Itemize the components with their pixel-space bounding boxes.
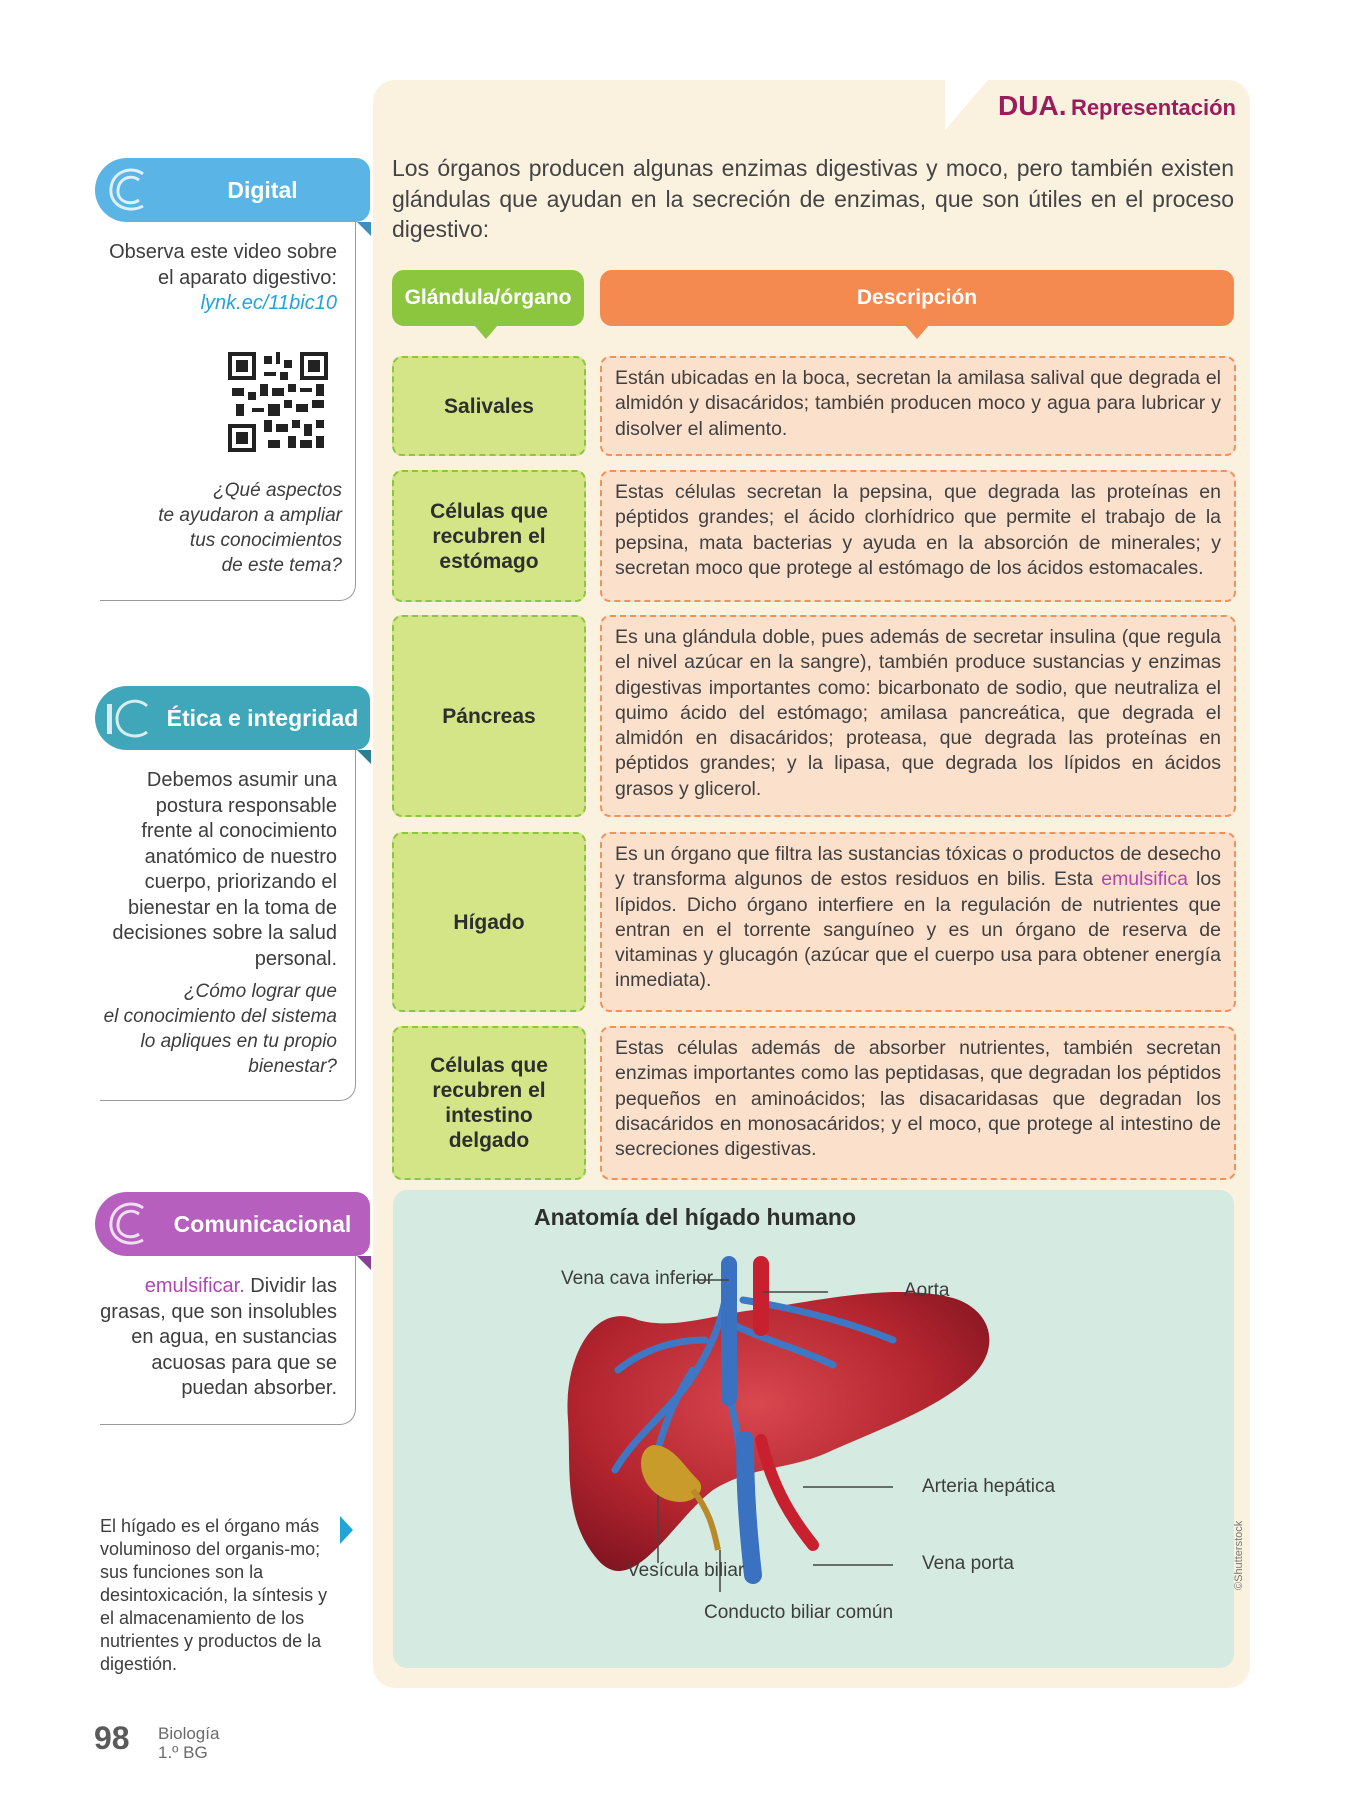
book-info	[158, 1724, 219, 1762]
digital-logo-icon	[103, 164, 155, 216]
glossary-def-line: puedan absorber.	[181, 1377, 337, 1399]
desc-cell-higado	[600, 832, 1236, 1012]
dua-title	[960, 90, 1236, 122]
glossary-def-line: en agua, en sustancias	[131, 1326, 337, 1348]
label-vesicula-biliar: Vesícula biliar	[627, 1560, 745, 1581]
portal-vein	[745, 1440, 753, 1575]
figure-title: Anatomía del hígado humano	[533, 1204, 856, 1230]
dua-sublabel: Representación	[1070, 95, 1236, 120]
column-header-description	[600, 270, 1234, 326]
desc-text-part-b: los lípidos. Dicho órgano interfiere en la regulación de nutrientes que entran en el torrente sanguíneo y es un órgano de reserva de vitaminas y glucagón (azúcar que el cuerpo usa para obtener energía inmediata).	[615, 868, 1221, 992]
desc-cell-salivales	[600, 356, 1236, 456]
digital-question-line: te ayudaron a ampliar	[158, 505, 342, 526]
desc-text-part-a: Es un órgano que filtra las sustancias tóxicas o productos de desecho y transforma algunos de estos residuos en bilis. Esta	[615, 843, 1221, 891]
liver-shape	[567, 1292, 989, 1571]
etica-question-line: bienestar?	[248, 1056, 337, 1077]
etica-text-line: Debemos asumir una	[146, 769, 337, 791]
etica-header-fold	[357, 750, 371, 764]
etica-text	[70, 768, 337, 972]
etica-text-line: bienestar en la toma de	[127, 896, 337, 919]
vena-cava	[721, 1256, 737, 1406]
book-grade: 1.º BG	[158, 1743, 208, 1762]
desc-header-pointer	[905, 325, 929, 339]
etica-text-line: frente al conocimiento	[141, 820, 337, 842]
gland-cell-pancreas	[392, 615, 586, 817]
gland-cell-intestino	[392, 1026, 586, 1180]
etica-text-line: decisiones sobre la salud	[112, 922, 337, 944]
qr-code-icon[interactable]	[228, 352, 328, 452]
desc-cell-estomago	[600, 470, 1236, 602]
comunicacional-text	[70, 1274, 337, 1402]
gland-name: Células que recubren el estómago	[430, 499, 548, 573]
desc-text: Es una glándula doble, pues además de secretar insulina (que regula el nivel azúcar en la sangre), también produce sustancias y enzimas digestivas importantes como: bicarbonato de sodio, que neutraliza el quimo ácido del estómago; amilasa pancreática, que degrada el almidón en disacáridos; proteasa, que degrada las proteínas en péptidos grandes; y la lipasa, que degrada los lípidos en ácidos grasos y glicerol.	[615, 626, 1221, 800]
liver-figure	[393, 1190, 1234, 1668]
etica-logo-icon	[103, 692, 155, 744]
etica-text-line: anatómico de nuestro	[144, 845, 337, 868]
desc-text: Estas células secretan la pepsina, que degrada las proteínas en péptidos grandes; el ácido clorhídrico que permite el trabajo de la pepsina, mata bacterias y ayuda en la absorción de minerales; y secretan moco que protege al estómago de los ácidos estomacales.	[615, 481, 1221, 579]
etica-question-line: el conocimiento del sistema	[103, 1006, 337, 1027]
liver-illustration	[393, 1190, 1234, 1668]
digital-question-line: tus conocimientos	[189, 530, 342, 551]
digital-video-link[interactable]: lynk.ec/11bic10	[200, 292, 337, 314]
gland-header-pointer	[474, 325, 498, 339]
etica-text-line: postura responsable	[155, 794, 337, 817]
column-header-gland-label: Glándula/órgano	[404, 286, 572, 309]
gland-name: Células que recubren el intestino delgado	[430, 1054, 548, 1152]
gland-cell-salivales	[392, 356, 586, 456]
etica-question-line: ¿Cómo lograr que	[183, 981, 337, 1002]
glossary-def-line: grasas, que son insolubles	[100, 1300, 337, 1323]
column-header-description-label: Descripción	[856, 286, 978, 309]
desc-text: Están ubicadas en la boca, secretan la amilasa salival que degrada el almidón y disacáridos; también producen moco y agua para lubricar y disolver el alimento.	[615, 367, 1221, 440]
label-aorta: Aorta	[904, 1280, 950, 1301]
label-arteria-hepatica: Arteria hepática	[922, 1476, 1056, 1497]
comunicacional-logo-icon	[103, 1198, 155, 1250]
digital-header	[95, 158, 370, 222]
comunicacional-header	[95, 1192, 370, 1256]
comunicacional-first-line	[70, 1274, 337, 1300]
desc-text: Estas células además de absorber nutrientes, también secretan enzimas importantes como las peptidasas, que degradan los péptidos pequeños en aminoácidos; las disacaridasas que degradan los disacáridos en monosacáridos; y el moco, que protege al intestino de secreciones digestivas.	[615, 1037, 1221, 1161]
gland-cell-higado	[392, 832, 586, 1012]
liver-note: El hígado es el órgano más voluminoso del organis-mo; sus funciones son la desintoxicación, la síntesis y el almacenamiento de los nutrientes y productos de la digestión.	[100, 1516, 328, 1674]
glossary-def-line: acuosas para que se	[151, 1351, 337, 1374]
etica-title: Ética e integridad	[166, 704, 359, 731]
etica-text-line: personal.	[254, 947, 337, 970]
intro-paragraph: Los órganos producen algunas enzimas digestivas y moco, pero también existen glándulas que ayudan en la secreción de enzimas, que son útiles en el proceso digestivo:	[392, 155, 1234, 242]
aorta-vessel	[753, 1256, 769, 1336]
note-arrow-icon	[340, 1516, 353, 1544]
etica-question-line: lo apliques en tu propio	[140, 1031, 337, 1052]
gland-cell-estomago	[392, 470, 586, 602]
digital-header-fold	[357, 222, 371, 236]
gland-name: Salivales	[444, 394, 534, 418]
label-conducto-biliar: Conducto biliar común	[704, 1602, 894, 1623]
comunicacional-header-fold	[357, 1256, 371, 1270]
digital-text-line: el aparato digestivo:	[157, 266, 337, 289]
desc-cell-intestino	[600, 1026, 1236, 1180]
etica-text-line: cuerpo, priorizando el	[144, 871, 337, 893]
page-number: 98	[94, 1720, 130, 1756]
digital-question-line: ¿Qué aspectos	[213, 480, 342, 501]
comunicacional-title: Comunicacional	[173, 1210, 352, 1237]
etica-header	[95, 686, 370, 750]
image-credit: ©Shutterstock	[1233, 1520, 1245, 1590]
desc-cell-pancreas	[600, 615, 1236, 817]
glossary-term: emulsificar.	[144, 1275, 245, 1297]
column-header-gland	[392, 270, 584, 326]
label-vena-cava: Vena cava inferior	[561, 1268, 714, 1289]
gland-name: Páncreas	[442, 704, 536, 728]
dua-label: DUA.	[998, 90, 1067, 121]
desc-highlight-emulsifica: emulsifica	[1101, 868, 1188, 891]
glossary-def-start: Dividir las	[244, 1275, 337, 1297]
digital-title: Digital	[227, 176, 298, 203]
digital-text-line: Observa este video sobre	[109, 241, 337, 263]
digital-question-line: de este tema?	[221, 555, 342, 576]
bile-duct	[693, 1490, 718, 1550]
gland-name: Hígado	[453, 910, 525, 934]
book-title: Biología	[158, 1724, 220, 1743]
digital-text	[80, 240, 337, 317]
etica-question	[70, 979, 337, 1079]
digital-question	[80, 478, 342, 578]
label-vena-porta: Vena porta	[922, 1553, 1014, 1574]
